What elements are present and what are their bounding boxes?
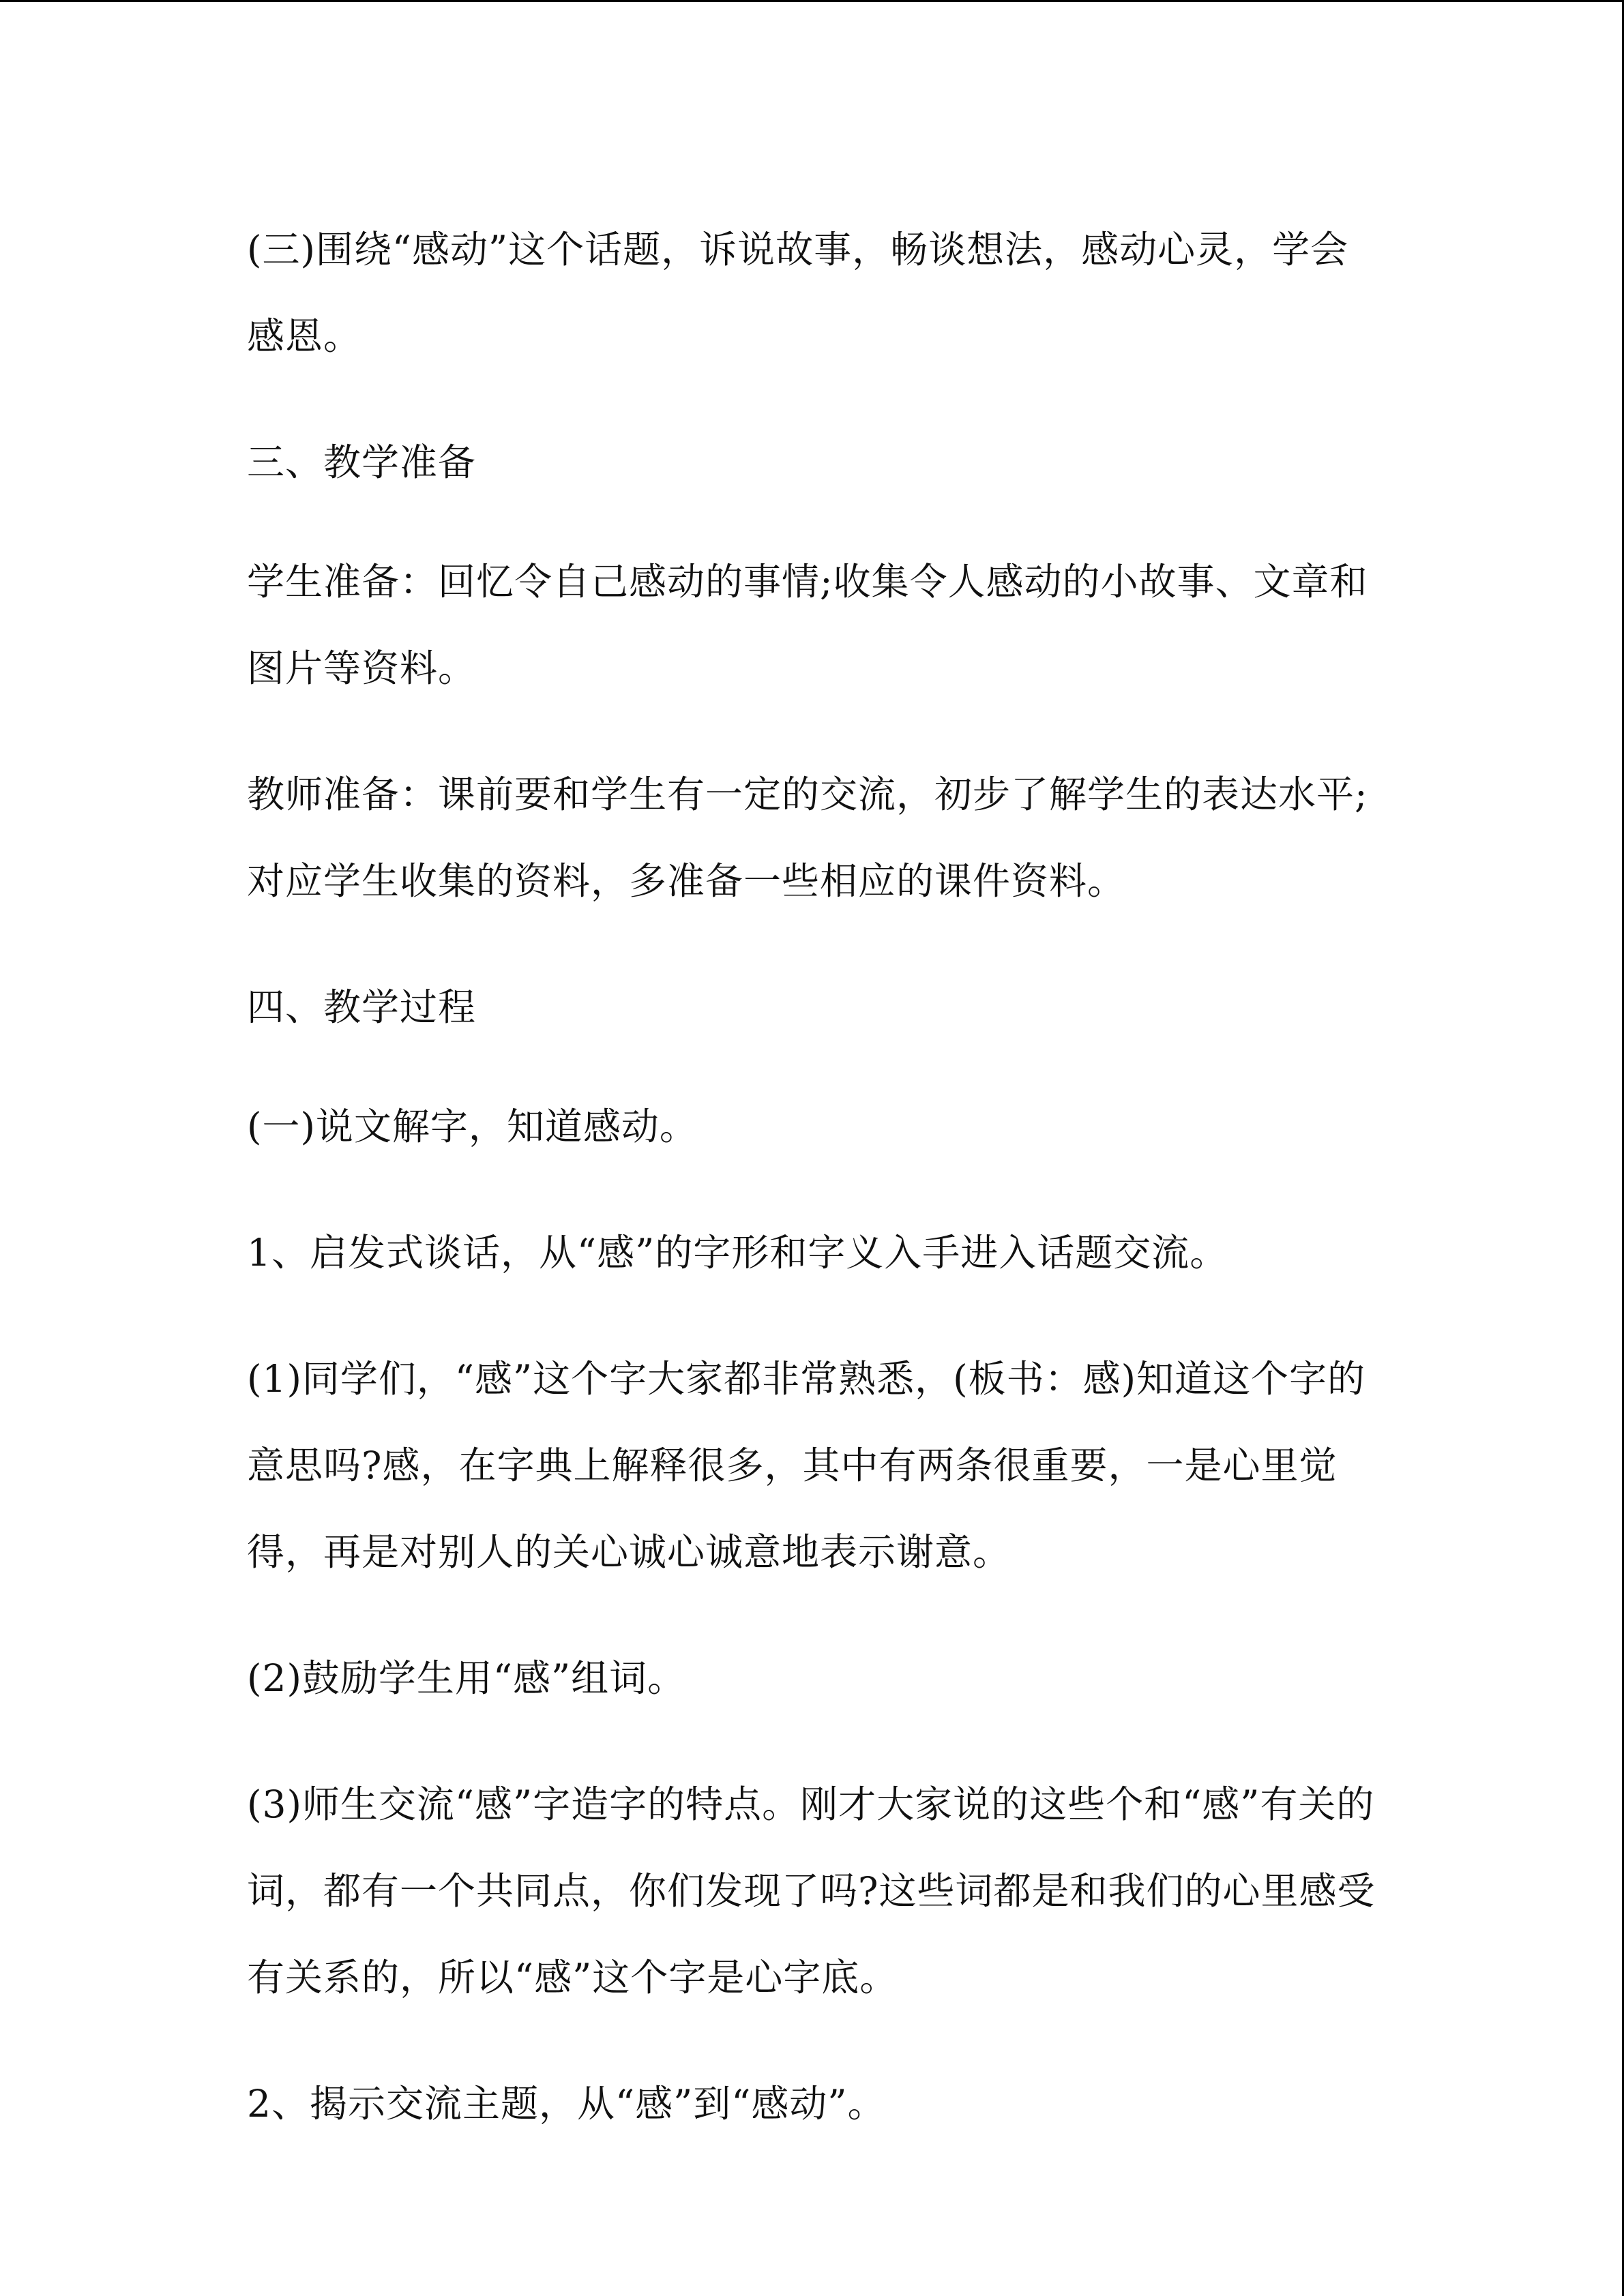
paragraph-step-1: 1、启发式谈话，从“感”的字形和字义入手进入话题交流。: [247, 1231, 1228, 1274]
heading-teaching-process: 四、教学过程: [247, 985, 477, 1029]
paragraph-step-1-1: (1)同学们，“感”这个字大家都非常熟悉，(板书：感)知道这个字的意思吗?感，在字典上解释很多，其中有两条很重要，一是心里觉得，再是对别人的关心诚心诚意地表示谢意。: [247, 1357, 1366, 1574]
paragraph-section-1: (一)说文解字，知道感动。: [247, 1105, 698, 1148]
paragraph-objective-3: (三)围绕“感动”这个话题，诉说故事，畅谈想法，感动心灵，学会感恩。: [247, 228, 1349, 358]
document-body: [247, 207, 1379, 2187]
paragraph-step-1-3: (3)师生交流“感”字造字的特点。刚才大家说的这些个和“感”有关的词，都有一个共同点，你们发现了吗?这些词都是和我们的心里感受有关系的，所以“感”这个字是心字底。: [247, 1783, 1376, 1999]
paragraph-step-1-2: (2)鼓励学生用“感”组词。: [247, 1656, 686, 1700]
paragraph-step-2: 2、揭示交流主题，从“感”到“感动”。: [247, 2082, 886, 2126]
heading-teaching-preparation: 三、教学准备: [247, 441, 477, 484]
paragraph-teacher-preparation: 教师准备：课前要和学生有一定的交流，初步了解学生的表达水平;对应学生收集的资料，多准备一些相应的课件资料。: [247, 773, 1368, 903]
paragraph-student-preparation: 学生准备：回忆令自己感动的事情;收集令人感动的小故事、文章和图片等资料。: [247, 560, 1368, 690]
